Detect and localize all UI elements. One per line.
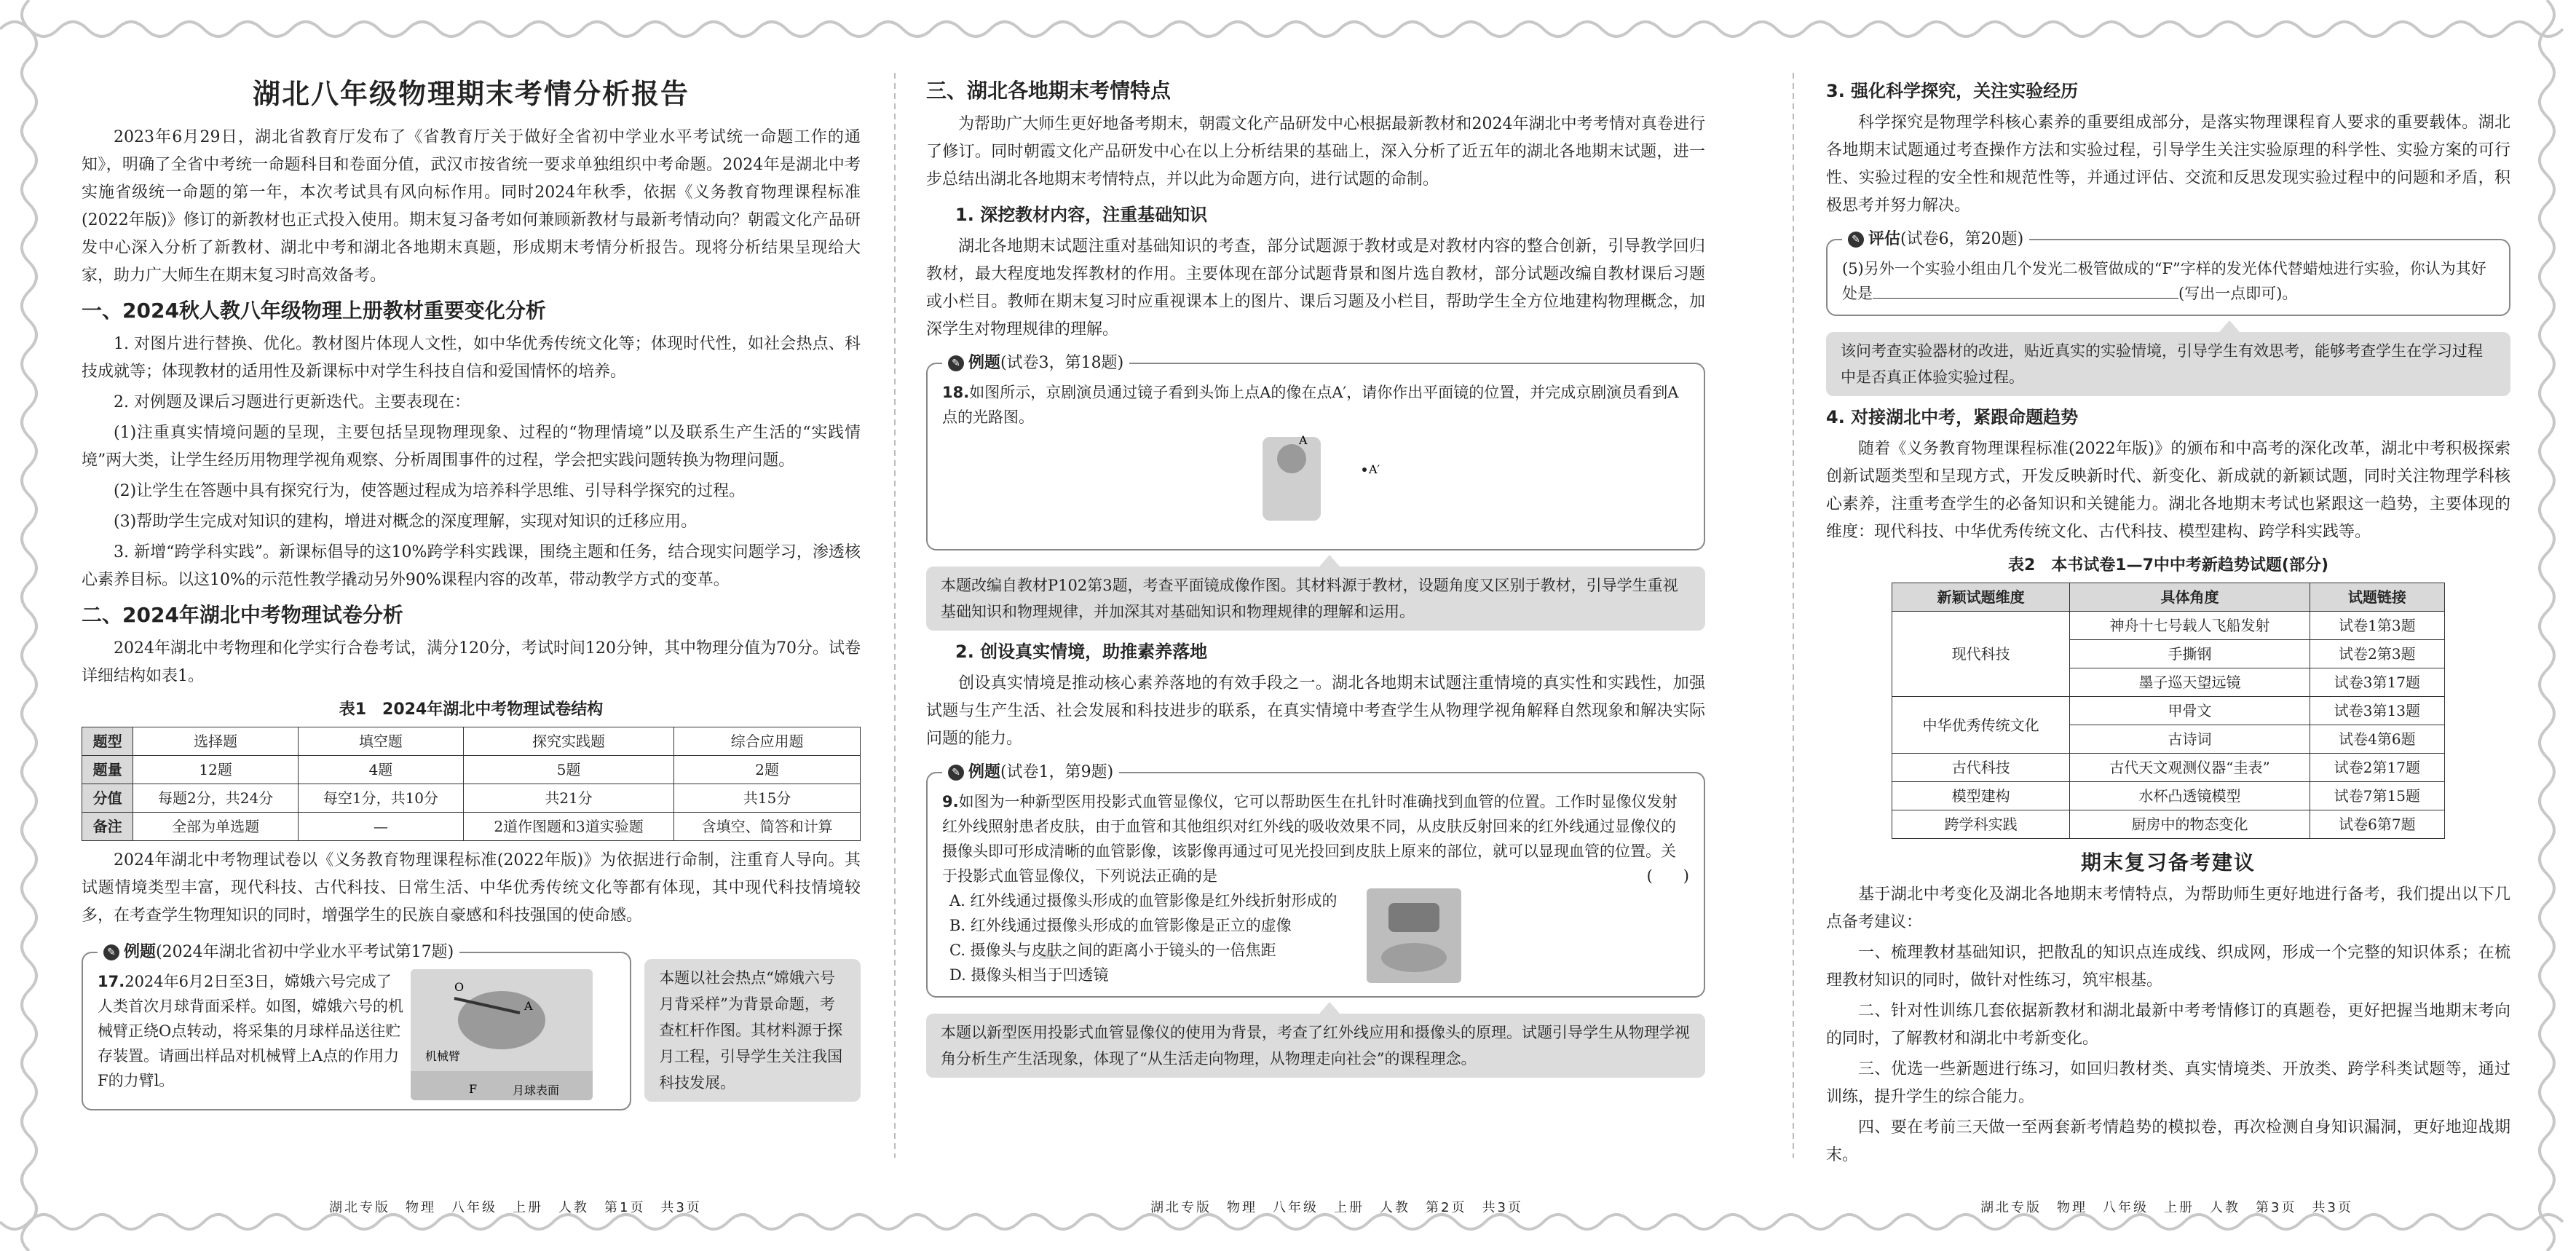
example-row — [82, 933, 861, 1110]
example-box — [1826, 230, 2510, 316]
page-2-column — [926, 66, 1705, 1158]
section-3-heading: 三、湖北各地期末考情特点 — [926, 79, 1172, 103]
table-row — [82, 756, 861, 784]
paragraph: (1)注重真实情境问题的呈现，主要包括呈现物理现象、过程的“物理情境”以及联系生产生活的“实践情境”两大类，让学生经历用物理学视角观察、分析周围事件的过程，学会把实践问题转换为物理问题。 — [82, 424, 861, 470]
paragraph: 一、梳理教材基础知识，把散乱的知识点连成线、织成网，形成一个完整的知识体系；在梳理教材知识的同时，做针对性练习，筑牢根基。 — [1826, 944, 2510, 990]
table-row — [1892, 810, 2445, 839]
paragraph: 湖北各地期末试题注重对基础知识的考查，部分试题源于教材或是对教材内容的整合创新，引导教学回归教材，最大程度地发挥教材的作用。主要体现在部分试题背景和图片选自教材，部分试题改编自教材课后习题或小栏目。教师在期末复习时应重视课本上的图片、课后习题及小栏目，帮助学生全方位地建构物理概念，加深学生对物理规律的理解。 — [926, 237, 1705, 339]
example-box — [926, 763, 1705, 998]
table-row — [82, 784, 861, 813]
table-cell: 试卷3第17题 — [2310, 668, 2444, 697]
table-row — [1892, 612, 2445, 640]
table-cell: 每题2分，共24分 — [133, 784, 299, 813]
answer-option: C. 摄像头与皮肤之间的距离小于镜头的一倍焦距 — [949, 942, 1276, 959]
example-tag — [1842, 227, 2029, 252]
question-number: 18. — [942, 384, 970, 401]
paragraph: 三、优选一些新题进行练习，如回归教材类、真实情境类、开放类、跨学科类试题等，通过训练，提升学生的综合能力。 — [1826, 1060, 2510, 1106]
example-question — [98, 969, 403, 1100]
table-cell: 古代天文观测仪器“圭表” — [2070, 754, 2310, 782]
paragraph: 为帮助广大师生更好地备考期末，朝霞文化产品研发中心根据最新教材和2024年湖北中考考情对真卷进行了修订。同时朝霞文化产品研发中心在以上分析结果的基础上，深入分析了近五年的湖北各地期末试题，进一步总结出湖北各地期末考情特点，并以此为命题方向，进行试题的命制。 — [926, 115, 1705, 189]
column-divider-1 — [894, 73, 896, 1158]
options-row — [942, 888, 1689, 987]
example-label: 例题 — [124, 943, 157, 961]
paragraph: (3)帮助学生完成对知识的建构，增进对概念的深度理解，实现对知识的迁移应用。 — [114, 513, 698, 531]
table-cell: 中华优秀传统文化 — [1892, 697, 2070, 754]
table-header: 具体角度 — [2070, 583, 2310, 612]
paragraph: 四、要在考前三天做一至两套新考情趋势的模拟卷，再次检测自身知识漏洞，更好地迎战期末。 — [1826, 1118, 2510, 1164]
example-body — [98, 969, 615, 1100]
page-border-top — [0, 0, 2576, 41]
subsection-heading: 4. 对接湖北中考，紧跟命题趋势 — [1826, 407, 2079, 427]
example-source: (试卷3，第18题) — [1000, 354, 1124, 372]
table-cell: 探究实践题 — [463, 727, 673, 756]
table-cell: 备注 — [82, 813, 133, 841]
vein-viewer-figure — [1367, 888, 1461, 983]
answer-bracket: ( ) — [1646, 867, 1689, 885]
paragraph: 3. 新增“跨学科实践”。新课标倡导的这10%跨学科实践课，围绕主题和任务，结合现实问题学习，渗透核心素养目标。以这10%的示范性教学撬动另外90%课程内容的改革，带动教学方式的变革。 — [82, 543, 861, 589]
table-row — [1892, 782, 2445, 810]
column-divider-2 — [1793, 73, 1794, 1158]
table-cell: 2道作图题和3道实验题 — [463, 813, 673, 841]
question-text: 如图所示，京剧演员通过镜子看到头饰上点A的像在点A′，请你作出平面镜的位置，并完成京剧演员看到A点的光路图。 — [942, 384, 1679, 426]
answer-blank[interactable] — [1873, 282, 2178, 299]
table-cell: 试卷2第3题 — [2310, 640, 2444, 668]
table-cell: 12题 — [133, 756, 299, 784]
table-cell: 选择题 — [133, 727, 299, 756]
example-question — [942, 789, 1689, 888]
report-title: 湖北八年级物理期末考情分析报告 — [252, 78, 690, 110]
paragraph: 随着《义务教育物理课程标准(2022年版)》的颁布和中高考的深化改革，湖北中考积极探索创新试题类型和呈现方式，开发反映新时代、新变化、新成就的新颖试题，同时关注物理学科核心素养，注重考查学生的必备知识和关键能力。湖北各地期末考试也紧跟这一趋势，主要体现的维度：现代科技、中华优秀传统文化、古代科技、模型建构、跨学科实践等。 — [1826, 440, 2510, 541]
example-box — [926, 354, 1705, 550]
page-border-bottom — [0, 1210, 2576, 1251]
table-cell: 神舟十七号载人飞船发射 — [2070, 612, 2310, 640]
table-row — [1892, 754, 2445, 782]
table-header: 新颖试题维度 — [1892, 583, 2070, 612]
subsection-heading: 3. 强化科学探究，关注实验经历 — [1826, 81, 2079, 101]
table-cell: 题型 — [82, 727, 133, 756]
paragraph: 二、针对性训练几套依据新教材和湖北最新中考考情修订的真题卷，更好把握当地期末考向的同时，了解教材和湖北中考新变化。 — [1826, 1002, 2510, 1048]
exam-structure-table — [82, 727, 861, 841]
table-cell: 厨房中的物态变化 — [2070, 810, 2310, 839]
page-3-column — [1826, 66, 2510, 1164]
question-text: (5)另外一个实验小组由几个发光二极管做成的“F”字样的发光体代替蜡烛进行实验，你认为其好处是 — [1842, 260, 2486, 302]
subsection-heading: 2. 创设真实情境，助推素养落地 — [955, 642, 1208, 662]
table-cell: 综合应用题 — [674, 727, 861, 756]
table-cell: 2题 — [674, 756, 861, 784]
table-cell: 现代科技 — [1892, 612, 2070, 697]
page-border-left — [0, 0, 41, 1251]
answer-options — [942, 888, 1338, 987]
example-tag — [942, 760, 1119, 785]
example-icon: ✎ — [1848, 232, 1864, 248]
table-cell: 试卷3第13题 — [2310, 697, 2444, 725]
table-1-caption: 表1 2024年湖北中考物理试卷结构 — [339, 701, 604, 719]
paragraph: (2)让学生在答题中具有探究行为，使答题过程成为培养科学思维、引导科学探究的过程。 — [114, 482, 746, 500]
section-2-heading: 二、2024年湖北中考物理试卷分析 — [82, 603, 403, 627]
table-cell: 试卷7第15题 — [2310, 782, 2444, 810]
table-cell: 古代科技 — [1892, 754, 2070, 782]
page-footer: 湖北专版 物理 八年级 上册 人教 第3页 共3页 — [1980, 1200, 2353, 1215]
table-cell: 甲骨文 — [2070, 697, 2310, 725]
table-cell: 水杯凸透镜模型 — [2070, 782, 2310, 810]
table-2-caption: 表2 本书试卷1—7中中考新趋势试题(部分) — [2007, 556, 2329, 575]
figure-label: A — [524, 999, 533, 1013]
table-cell: 古诗词 — [2070, 725, 2310, 754]
table-cell: 共21分 — [463, 784, 673, 813]
answer-option: B. 红外线通过摄像头形成的血管影像是正立的虚像 — [949, 917, 1292, 934]
example-icon: ✎ — [948, 355, 964, 371]
table-cell: 试卷4第6题 — [2310, 725, 2444, 754]
example-source: (试卷6，第20题) — [1900, 230, 2024, 248]
example-tag — [942, 351, 1129, 376]
table-row — [82, 813, 861, 841]
lunar-arm-figure — [411, 969, 593, 1100]
section-1-heading: 一、2024秋人教八年级物理上册教材重要变化分析 — [82, 299, 546, 323]
page-footer: 湖北专版 物理 八年级 上册 人教 第1页 共3页 — [329, 1200, 702, 1215]
table-cell: 分值 — [82, 784, 133, 813]
table-header: 试题链接 — [2310, 583, 2444, 612]
example-icon: ✎ — [103, 944, 119, 960]
figure-label: A′ — [1369, 462, 1380, 476]
paragraph: 科学探究是物理学科核心素养的重要组成部分，是落实物理课程育人要求的重要载体。湖北各地期末试题通过考查操作方法和实验过程，引导学生关注实验原理的科学性、实验方案的可行性、实验过程的安全性和规范性等，并通过评估、交流和反思发现实验过程中的问题和矛盾，积极思考并努力解决。 — [1826, 114, 2510, 215]
table-cell: 墨子巡天望远镜 — [2070, 668, 2310, 697]
question-text: 如图为一种新型医用投影式血管显像仪，它可以帮助医生在扎针时准确找到血管的位置。工作时显像仪发射红外线照射患者皮肤，由于血管和其他组织对红外线的吸收效果不同，从皮肤反射回来的红外线通过显像仪的摄像头即可形成清晰的血管影像，该影像再通过可见光投回到皮肤上原来的部位，就可以显现血管的位置。关于投影式血管显像仪，下列说法正确的是 — [942, 793, 1678, 885]
table-cell: — — [299, 813, 464, 841]
paragraph: 1. 对图片进行替换、优化。教材图片体现人文性，如中华优秀传统文化等；体现时代性，如社会热点、科技成就等；体现教材的适用性及新课标中对学生科技自信和爱国情怀的培养。 — [82, 335, 861, 381]
page-footer: 湖北专版 物理 八年级 上册 人教 第2页 共3页 — [1150, 1200, 1523, 1215]
table-cell: 全部为单选题 — [133, 813, 299, 841]
table-cell: 手撕钢 — [2070, 640, 2310, 668]
example-comment: 该问考查实验器材的改进，贴近真实的实验情境，引导学生有效思考，能够考查学生在学习过程中是否真正体验实验过程。 — [1826, 332, 2510, 396]
example-question — [942, 380, 1689, 430]
question-number: 9. — [942, 793, 959, 810]
table-cell: 模型建构 — [1892, 782, 2070, 810]
table-cell: 填空题 — [299, 727, 464, 756]
question-hint: (写出一点即可)。 — [2178, 285, 2298, 302]
example-label: 评估 — [1868, 230, 1901, 248]
example-source: (试卷1，第9题) — [1000, 763, 1114, 781]
table-cell: 跨学科实践 — [1892, 810, 2070, 839]
figure-label: 月球表面 — [513, 1084, 560, 1097]
table-cell: 含填空、简答和计算 — [674, 813, 861, 841]
table-cell: 4题 — [299, 756, 464, 784]
table-cell: 每空1分，共10分 — [299, 784, 464, 813]
example-source: (2024年湖北省初中学业水平考试第17题) — [156, 943, 454, 961]
example-comment: 本题以社会热点“嫦娥六号月背采样”为背景命题，考查杠杆作图。其材料源于探月工程，引导学生关注我国科技发展。 — [644, 959, 861, 1102]
table-cell: 5题 — [463, 756, 673, 784]
table-cell: 试卷6第7题 — [2310, 810, 2444, 839]
figure-label: A — [1299, 433, 1308, 447]
trend-questions-table — [1892, 583, 2445, 839]
page-border-right — [2535, 0, 2576, 1251]
table-cell: 试卷2第17题 — [2310, 754, 2444, 782]
table-header-row — [1892, 583, 2445, 612]
paragraph: 基于湖北中考变化及湖北各地期末考情特点，为帮助师生更好地进行备考，我们提出以下几点备考建议： — [1826, 885, 2510, 931]
figure-label: F — [469, 1082, 478, 1096]
review-title: 期末复习备考建议 — [2080, 851, 2256, 875]
intro-paragraph: 2023年6月29日，湖北省教育厅发布了《省教育厅关于做好全省初中学业水平考试统一命题工作的通知》，明确了全省中考统一命题科目和卷面分值，武汉市按省统一要求单独组织中考命题。2024年是湖北中考实施省级统一命题的第一年，本次考试具有风向标作用。同时2024年秋季，依据《义务教育物理课程标准(2022年版)》修订的新教材也正式投入使用。期末复习备考如何兼顾新教材与最新考情动向？朝霞文化产品研发中心深入分析了新教材、湖北中考和湖北各地期末真题，形成期末考情分析报告。现将分析结果呈现给大家，助力广大师生在期末复习时高效备考。 — [82, 128, 861, 285]
table-row — [82, 727, 861, 756]
opera-actor-figure — [1255, 430, 1415, 524]
answer-option: D. 摄像头相当于凹透镜 — [949, 966, 1109, 984]
subsection-heading: 1. 深挖教材内容，注重基础知识 — [955, 205, 1208, 225]
example-label: 例题 — [968, 354, 1001, 372]
example-comment: 本题以新型医用投影式血管显像仪的使用为背景，考查了红外线应用和摄像头的原理。试题引导学生从物理学视角分析生产生活现象，体现了“从生活走向物理，从物理走向社会”的课程理念。 — [926, 1014, 1705, 1078]
example-tag — [98, 940, 459, 965]
table-row — [1892, 697, 2445, 725]
paragraph: 创设真实情境是推动核心素养落地的有效手段之一。湖北各地期末试题注重情境的真实性和实践性，加强试题与生产生活、社会发展和科技进步的联系，在真实情境中考查学生从物理学视角解释自然现象和解决实际问题的能力。 — [926, 674, 1705, 748]
figure-label: 机械臂 — [425, 1049, 461, 1063]
paragraph: 2024年湖北中考物理和化学实行合卷考试，满分120分，考试时间120分钟，其中物理分值为70分。试卷详细结构如表1。 — [82, 639, 861, 685]
question-text: 2024年6月2日至3日，嫦娥六号完成了人类首次月球背面采样。如图，嫦娥六号的机械臂正绕O点转动，将采集的月球样品送往贮存装置。请画出样品对机械臂上A点的作用力F的力臂l。 — [98, 973, 403, 1089]
example-label: 例题 — [968, 763, 1001, 781]
page-1-column — [82, 66, 861, 1158]
example-comment: 本题改编自教材P102第3题，考查平面镜成像作图。其材料源于教材，设题角度又区别于教材，引导学生重视基础知识和物理规律，并加深其对基础知识和物理规律的理解和运用。 — [926, 567, 1705, 631]
example-icon: ✎ — [948, 765, 964, 781]
question-number: 17. — [98, 973, 125, 990]
paragraph: 2024年湖北中考物理试卷以《义务教育物理课程标准(2022年版)》为依据进行命制，注重育人导向。其试题情境类型丰富，现代科技、古代科技、日常生活、中华优秀传统文化等都有体现，其中现代科技情境较多，在考查学生物理知识的同时，增强学生的民族自豪感和科技强国的使命感。 — [82, 851, 861, 925]
example-box — [82, 943, 631, 1110]
answer-option: A. 红外线通过摄像头形成的血管影像是红外线折射形成的 — [949, 892, 1338, 909]
table-cell: 试卷1第3题 — [2310, 612, 2444, 640]
example-question — [1842, 256, 2494, 306]
table-cell: 共15分 — [674, 784, 861, 813]
table-cell: 题量 — [82, 756, 133, 784]
figure-label: O — [454, 980, 465, 994]
paragraph: 2. 对例题及课后习题进行更新迭代。主要表现在： — [114, 393, 470, 411]
